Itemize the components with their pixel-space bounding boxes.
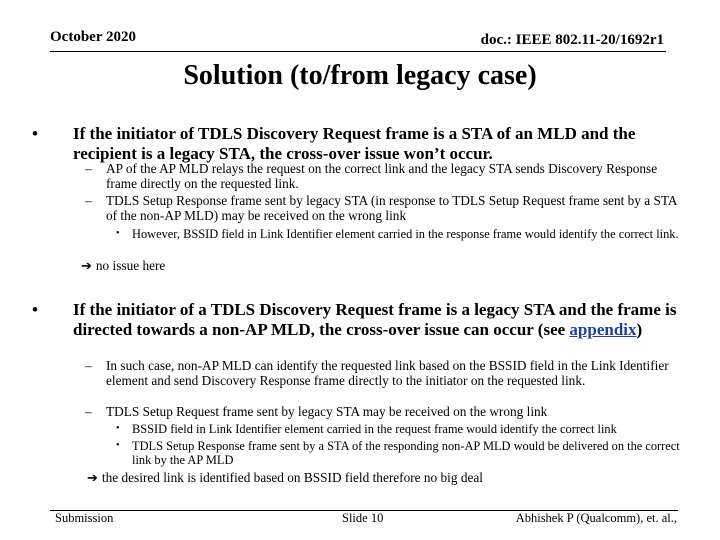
header-divider [50,51,666,52]
bullet-2-conclusion [87,470,483,485]
bullet-1-marker: • [32,124,38,143]
slide-title: Solution (to/from legacy case) [183,60,537,91]
bullet-2-conclusion-text: the desired link is identified based on BSSID field therefore no big deal [101,470,483,485]
bullet-1-conclusion-text: no issue here [95,258,166,273]
footer-slide-number: Slide 10 [342,511,384,525]
footer-author: Abhishek P (Qualcomm), et. al., [515,511,677,525]
bullet-1-text: If the initiator of TDLS Discovery Request frame is a STA of an MLD and the recipient is a legacy STA, the cross-over issue won’t occur. [73,124,636,163]
bullet-2-sub-2-text: TDLS Setup Request frame sent by legacy STA may be received on the wrong link [106,404,548,419]
dash-marker: – [85,193,92,208]
bullet-1-sub-2-text: TDLS Setup Response frame sent by legacy STA (in response to TDLS Setup Request frame sent by a STA of the non-AP MLD) may be received on the wrong link [106,193,677,223]
bullet-2-sub-2 [85,404,686,420]
bullet-1 [32,124,683,164]
arrow-icon: ➔ [87,470,98,485]
appendix-link[interactable]: appendix [569,320,637,339]
header-doc-id: doc.: IEEE 802.11-20/1692r1 [480,32,664,48]
bullet-1-sub-1 [85,161,686,192]
bullet-1-sub-2-point-1-text: However, BSSID field in Link Identifier element carried in the response frame would identify the correct link. [132,227,679,241]
bullet-1-sub-1-text: AP of the AP MLD relays the request on the correct link and the legacy STA sends Discovery Response frame directly on the requested link. [106,161,658,191]
bullet-2 [32,300,683,340]
header-date: October 2020 [50,29,136,45]
bullet-2-text-end: ) [636,320,643,339]
bullet-2-text: If the initiator of a TDLS Discovery Request frame is a legacy STA and the frame is directed towards a non-AP MLD, the cross-over issue can occur (see [73,300,677,339]
small-bullet-marker: • [116,440,120,451]
bullet-1-conclusion [81,258,165,273]
dash-marker: – [85,161,92,176]
bullet-2-sub-2-point-1 [116,422,687,436]
footer-submission: Submission [55,511,114,525]
bullet-2-sub-2-point-2-text: TDLS Setup Response frame sent by a STA of the responding non-AP MLD would be delivered on the correct link by the AP MLD [132,439,680,468]
dash-marker: – [85,358,92,373]
bullet-2-sub-1-text: In such case, non-AP MLD can identify the requested link based on the BSSID field in the Link Identifier element and send Discovery Response frame directly to the initiator on the requested link. [106,358,669,388]
small-bullet-marker: • [116,423,120,434]
bullet-2-sub-1 [85,358,686,389]
dash-marker: – [85,404,92,419]
bullet-2-marker: • [32,300,38,319]
bullet-2-sub-2-point-1-text: BSSID field in Link Identifier element carried in the request frame would identify the correct link [132,422,617,436]
bullet-1-sub-2-point-1 [116,227,687,241]
arrow-icon: ➔ [81,258,92,273]
small-bullet-marker: • [116,228,120,239]
bullet-1-sub-2 [85,193,686,224]
bullet-2-sub-2-point-2 [116,439,687,468]
